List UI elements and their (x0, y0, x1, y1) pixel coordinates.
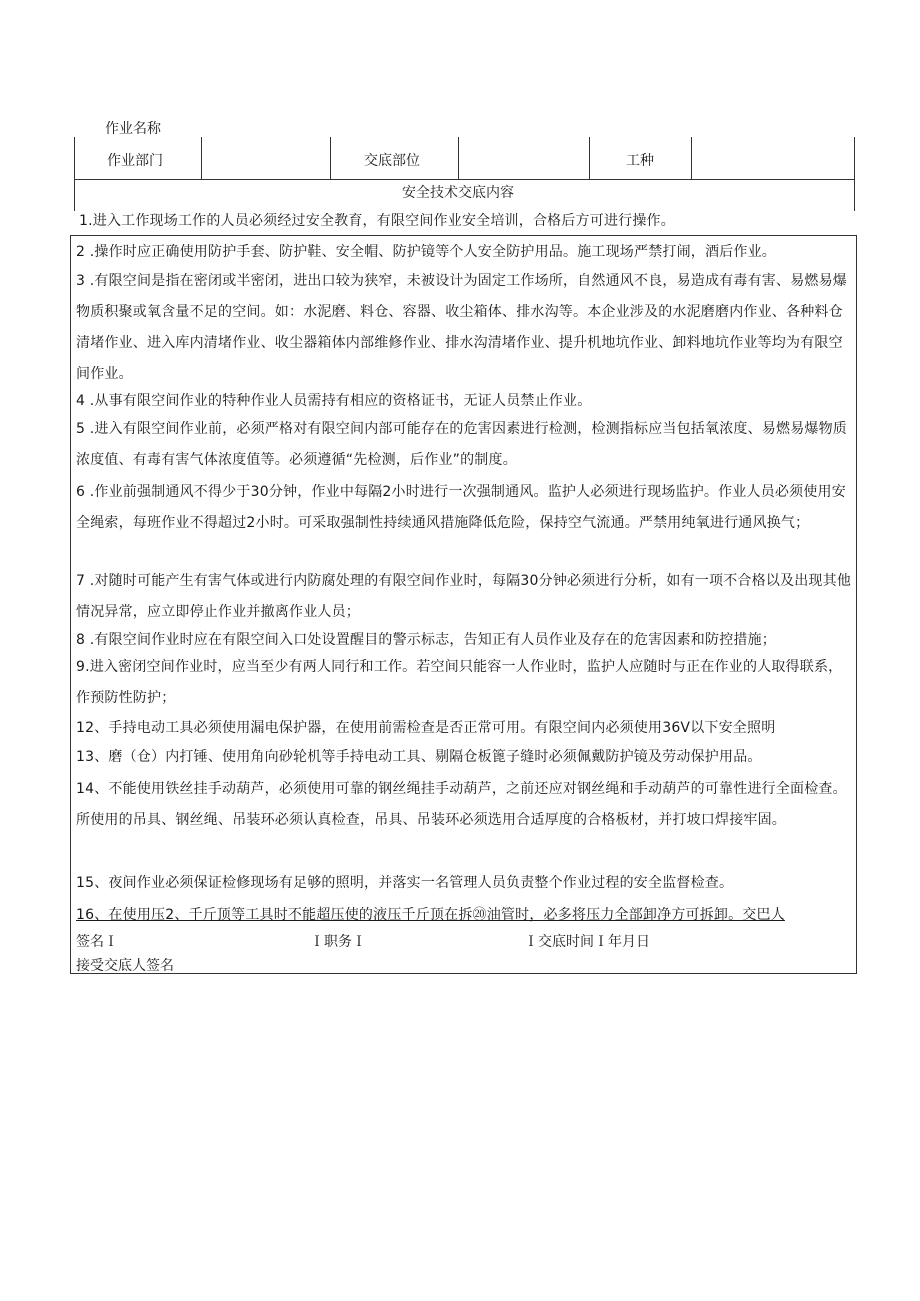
work-type-label: 工种 (626, 153, 654, 169)
safety-item: 12、手持电动工具必须使用漏电保护器，在使用前需检查是否正常可用。有限空间内必须使用36V以下安全照明 (76, 720, 776, 736)
handover-time-label: Ｉ交底时间Ｉ年月日 (524, 934, 650, 950)
safety-item: 5 .进入有限空间作业前，必须严格对有限空间内部可能存在的危害因素进行检测，检测指标应当包括氧浓度、易燃易爆物质浓度值、有毒有害气体浓度值等。必须遵循“先检测，后作业”的制度。 (76, 421, 848, 468)
receiver-signature-label: 接受交底人签名 (76, 958, 174, 974)
safety-item: 9.进入密闭空间作业时，应当至少有两人同行和工作。若空间只能容一人作业时，监护人应随时与正在作业的人取得联系，作预防性防护； (76, 659, 843, 706)
header-divider (330, 137, 331, 179)
header-divider (74, 137, 75, 211)
safety-item: 1.进入工作现场工作的人员必须经过安全教育，有限空间作业安全培训，合格后方可进行操作。 (79, 213, 675, 229)
safety-item: 4 .从事有限空间作业的特种作业人员需持有相应的资格证书，无证人员禁止作业。 (76, 393, 592, 409)
safety-item: 6 .作业前强制通风不得少于30分钟，作业中每隔2小时进行一次强制通风。监护人必须进行现场监护。作业人员必须使用安全绳索，每班作业不得超过2小时。可采取强制性持续通风措施降低危险，保持空气流通。严禁用纯氧进行通风换气； (76, 484, 846, 531)
header-divider (201, 137, 202, 179)
department-label: 作业部门 (107, 153, 163, 169)
safety-item: 15、夜间作业必须保证检修现场有足够的照明，并落实一名管理人员负责整个作业过程的安全监督检查。 (76, 875, 734, 891)
handover-part-label: 交底部位 (364, 153, 420, 169)
safety-item: 3 .有限空间是指在密闭或半密闭，进出口较为狭窄，未被设计为固定工作场所，自然通风不良，易造成有毒有害、易燃易爆物质积聚或氧含量不足的空间。如：水泥磨、料仓、容器、收尘箱体、排水沟等。本企业涉及的水泥磨磨内作业、各种料仓清堵作业、进入库内清堵作业、收尘器箱体内部维修作业、排水沟清堵作业、提升机地坑作业、卸料地坑作业等均为有限空间作业。 (76, 273, 848, 382)
safety-item: 16、在使用压2、千斤顶等工具时不能超压使的液压千斤顶在拆⑳油管时，必多将压力全部卸净方可拆卸。交巴人 (76, 907, 785, 923)
signer-label: 签名Ｉ (76, 934, 118, 950)
header-row-line (74, 179, 855, 180)
header-divider (691, 137, 692, 179)
header-divider (854, 137, 855, 211)
section-title: 安全技术交底内容 (402, 185, 514, 201)
safety-item: 2 .操作时应正确使用防护手套、防护鞋、安全帽、防护镜等个人安全防护用品。施工现场严禁打闹，酒后作业。 (76, 244, 777, 260)
job-name-label: 作业名称 (105, 121, 161, 137)
safety-item: 13、磨（仓）内打锤、使用角向砂轮机等手持电动工具、剔隔仓板篦子缝时必须佩戴防护镜及劳动保护用品。 (76, 749, 762, 765)
safety-item: 7 .对随时可能产生有害气体或进行内防腐处理的有限空间作业时，每隔30分钟必须进行分析，如有一项不合格以及出现其他情况异常，应立即停止作业并撤离作业人员； (76, 573, 852, 620)
header-divider (589, 137, 590, 179)
safety-item: 14、不能使用铁丝挂手动葫芦，必须使用可靠的钢丝绳挂手动葫芦，之前还应对钢丝绳和手动葫芦的可靠性进行全面检查。所使用的吊具、钢丝绳、吊装环必须认真检查，吊具、吊装环必须选用合适厚度的合格板材，并打坡口焊接牢固。 (76, 781, 847, 828)
safety-item: 8 .有限空间作业时应在有限空间入口处设置醒目的警示标志，告知正有人员作业及存在的危害因素和防控措施； (76, 632, 777, 648)
header-divider (458, 137, 459, 179)
position-label: Ｉ职务Ｉ (310, 934, 366, 950)
